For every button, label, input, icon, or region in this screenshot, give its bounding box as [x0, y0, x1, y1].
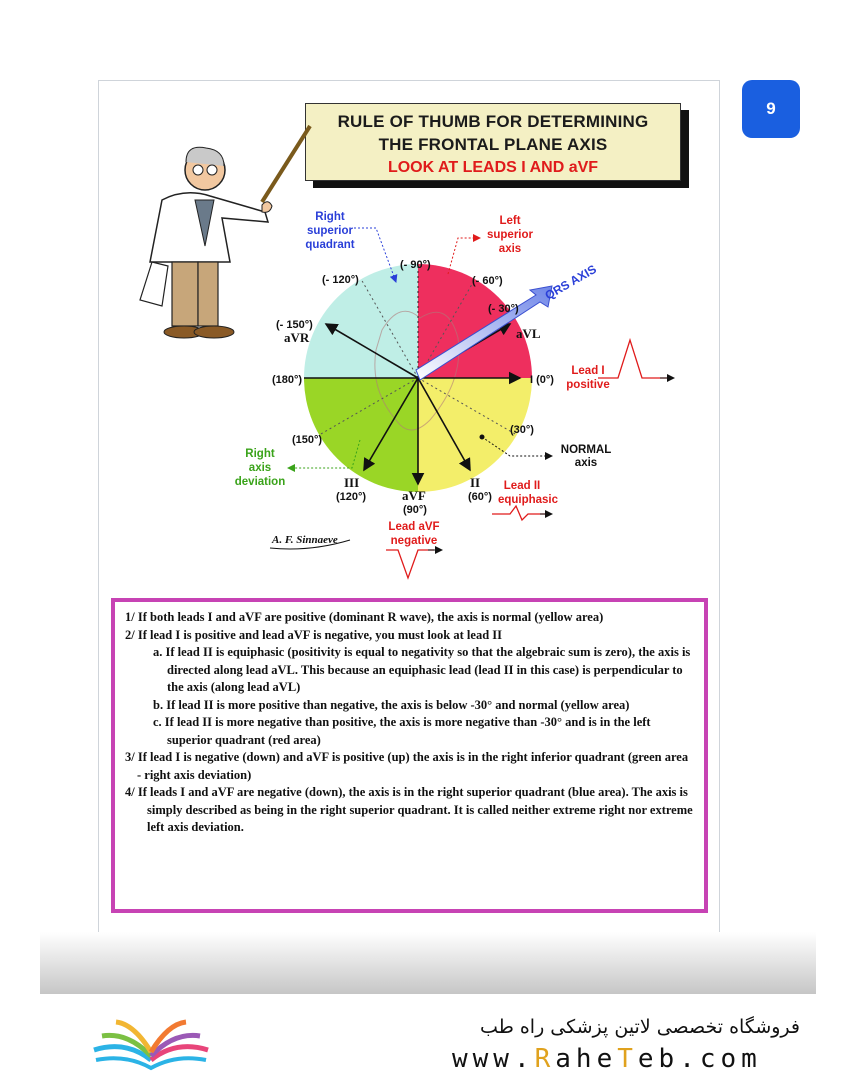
lead-avf-waveform: [386, 550, 434, 578]
lead-avr-label: aVR: [284, 330, 310, 345]
rule-2: 2/ If lead I is positive and lead aVF is negative, you must look at lead II: [125, 627, 503, 642]
url-t: T: [617, 1044, 638, 1074]
pointer-stick: [262, 126, 310, 202]
rule-2a: a. If lead II is equiphasic (positivity is equal to negativity so that the algebraic sum is zero), the axis is directed along lead aVL. This because an equiphasic lead (lead II in this case) is perpendicular to the axis (along lead aVL): [153, 645, 691, 694]
angle-150: (150°): [292, 434, 323, 446]
lead-ii-equiphasic-line-1: Lead II: [503, 480, 541, 492]
url-prefix: www.: [452, 1044, 535, 1074]
rules-box: [111, 598, 708, 913]
left-superior-line-3: axis: [498, 243, 522, 255]
url-mid: ahe: [555, 1044, 618, 1074]
rule-2b: b. If lead II is more positive than negative, the axis is below -30° and normal (yellow area): [153, 697, 630, 712]
rule-3: 3/ If lead I is negative (down) and aVF is positive (up) the axis is in the right inferior quadrant (green area - right axis deviation): [125, 750, 689, 782]
right-axis-dev-line-3: deviation: [234, 476, 286, 488]
angle-minus-30: (- 30°): [488, 303, 519, 315]
right-superior-line-2: superior: [306, 225, 354, 237]
qrs-axis-label: QRS AXIS: [542, 262, 599, 303]
title-line-3: LOOK AT LEADS I AND aVF: [387, 159, 599, 176]
right-axis-dev-line-1: Right: [245, 448, 275, 460]
footer-store-name: فروشگاه تخصصی لاتین پزشکی راه طب: [480, 1016, 800, 1038]
angle-180: (180°): [272, 374, 303, 386]
angle-60: (60°): [468, 491, 492, 503]
lead-i-label: I (0°): [530, 374, 554, 386]
doctor-illustration: [140, 126, 310, 338]
left-superior-line-2: superior: [486, 229, 534, 241]
lead-avl-label: aVL: [516, 326, 541, 341]
title-line-1: RULE OF THUMB FOR DETERMINING: [337, 112, 649, 131]
normal-axis-line-1: NORMAL: [560, 444, 612, 456]
angle-minus-150: (- 150°): [276, 319, 313, 331]
lead-avf-negative-line-1: Lead aVF: [388, 521, 440, 533]
lead-ii-label: II: [470, 475, 481, 490]
angle-minus-120: (- 120°): [322, 274, 359, 286]
lead-ii-waveform: [492, 506, 546, 520]
rule-4: 4/ If leads I and aVF are negative (down), the axis is in the right superior quadrant (blue area). The axis is simply described as being in the right superior quadrant. It is called neither extreme right nor extreme left axis deviation.: [125, 785, 693, 834]
right-superior-line-3: quadrant: [305, 239, 355, 251]
angle-minus-60: (- 60°): [472, 275, 503, 287]
angle-30: (30°): [510, 424, 534, 436]
lead-avf-negative-line-2: negative: [390, 535, 438, 547]
lead-i-positive-line-1: Lead I: [571, 365, 605, 377]
lead-i-waveform: [598, 340, 668, 378]
lead-i-positive-line-2: positive: [566, 379, 610, 391]
title-line-2: THE FRONTAL PLANE AXIS: [378, 135, 608, 154]
signature: A. F. Sinnaeve: [272, 534, 338, 546]
right-superior-line-1: Right: [315, 211, 345, 223]
normal-axis-line-2: axis: [574, 457, 598, 469]
rule-2c: c. If lead II is more negative than positive, the axis is more negative than -30° and is in the left superior quadrant (red area): [153, 715, 651, 747]
page-number: 9: [766, 99, 776, 118]
lead-ii-equiphasic-line-2: equiphasic: [497, 494, 559, 506]
page-shadow: [40, 932, 816, 994]
footer-url[interactable]: [452, 1044, 812, 1074]
angle-minus-90: (- 90°): [400, 259, 431, 271]
book-logo-icon: [86, 1010, 216, 1072]
angle-90: (90°): [403, 504, 427, 516]
lead-avf-label: aVF: [402, 488, 426, 503]
rule-1: 1/ If both leads I and aVF are positive (dominant R wave), the axis is normal (yellow area): [125, 610, 604, 624]
right-axis-dev-line-2: axis: [248, 462, 272, 474]
angle-120: (120°): [336, 491, 367, 503]
url-suffix: eb.com: [637, 1044, 762, 1074]
lead-iii-label: III: [344, 475, 360, 490]
url-r: R: [534, 1044, 556, 1074]
left-superior-line-1: Left: [499, 215, 521, 227]
